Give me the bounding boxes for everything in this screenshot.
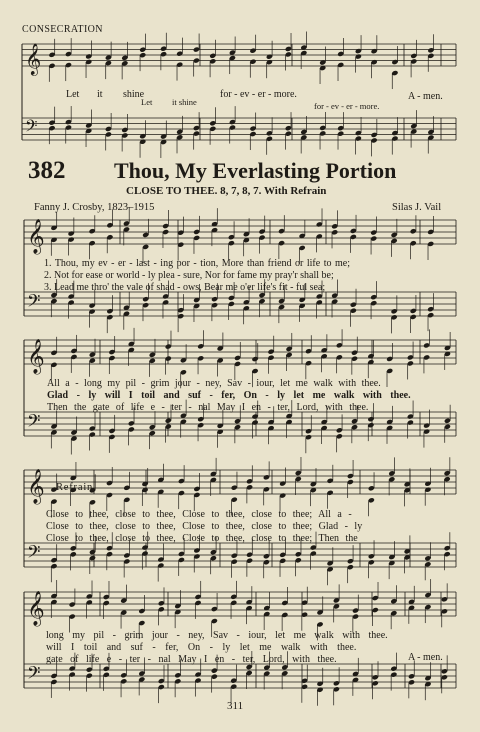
hymn-title: Thou, My Everlasting Portion	[114, 158, 397, 183]
prev-lyric-let: Let	[66, 89, 80, 100]
prev-lyric-shine: shine	[123, 89, 145, 100]
author-credit: Fanny J. Crosby, 1823–1915	[34, 202, 155, 213]
s4-verse-2: will I toil and suf - fer, On - ly let me walk with thee.	[46, 642, 357, 653]
treble-clef-icon: 𝄞	[27, 339, 45, 374]
s3-verse-3: Close to thee, close to thee, Close to thee, close to thee; Then the	[46, 533, 358, 544]
bass-clef-icon: 𝄢	[27, 291, 41, 315]
s4-verse-3: gate of life e - ter - nal May I en - ter, Lord, with thee.	[46, 654, 337, 665]
prev-lyric-forevermore: for - ev - er - more.	[220, 89, 297, 100]
hymn-number: 382	[28, 157, 66, 184]
prev-lyric-amen: A - men.	[408, 91, 443, 102]
treble-clef-icon: 𝄞	[27, 469, 45, 504]
s1-verse-1: 1. Thou, my ev - er - last - ing por - tion, More than friend or life to me;	[44, 258, 350, 269]
page-number: 311	[227, 700, 244, 712]
tune-meter-line: CLOSE TO THEE. 8, 7, 8, 7. With Refrain	[126, 185, 327, 197]
s3-verse-1: Close to thee, close to thee, Close to thee, close to thee; All a -	[46, 509, 352, 520]
composer-credit: Silas J. Vail	[392, 202, 442, 213]
treble-clef-icon: 𝄞	[27, 591, 45, 626]
prev-lyric-small-let: Let	[141, 97, 153, 107]
s2-verse-1: All a - long my pil - grim jour - ney, Sav - iour, let me walk with thee.	[47, 378, 381, 389]
treble-clef-icon: 𝄞	[25, 43, 42, 75]
bass-clef-icon: 𝄢	[25, 116, 38, 140]
bass-clef-icon: 𝄢	[27, 411, 41, 435]
prev-lyric-small-forevermore: for - ev - er - more.	[314, 101, 380, 111]
s2-verse-2: Glad - ly will I toil and suf - fer, On - ly let me walk with thee.	[47, 390, 411, 401]
prev-lyric-small-itshine: it shine	[172, 97, 197, 107]
refrain-label: Refrain	[56, 482, 94, 493]
s1-verse-3: 3. Lead me thro' the vale of shad - ows, Bear me o'er life's fit - ful sea;	[44, 282, 326, 293]
s3-verse-2: Close to thee, close to thee, Close to thee, close to thee; Glad - ly	[46, 521, 363, 532]
prev-lyric-it: it	[97, 89, 103, 100]
s4-amen: A - men.	[408, 652, 443, 663]
section-tag: CONSECRATION	[22, 24, 103, 35]
bass-clef-icon: 𝄢	[27, 542, 41, 566]
s1-verse-2: 2. Not for ease or world - ly plea - sure, Nor for fame my pray'r shall be;	[44, 270, 334, 281]
s4-verse-1: long my pil - grim jour - ney, Sav - iour, let me walk with thee.	[46, 630, 388, 641]
treble-clef-icon: 𝄞	[27, 219, 45, 254]
bass-clef-icon: 𝄢	[27, 663, 41, 687]
s2-verse-3: Then the gate of life e - ter - nal May I en - ter, Lord, with thee.	[47, 402, 369, 413]
